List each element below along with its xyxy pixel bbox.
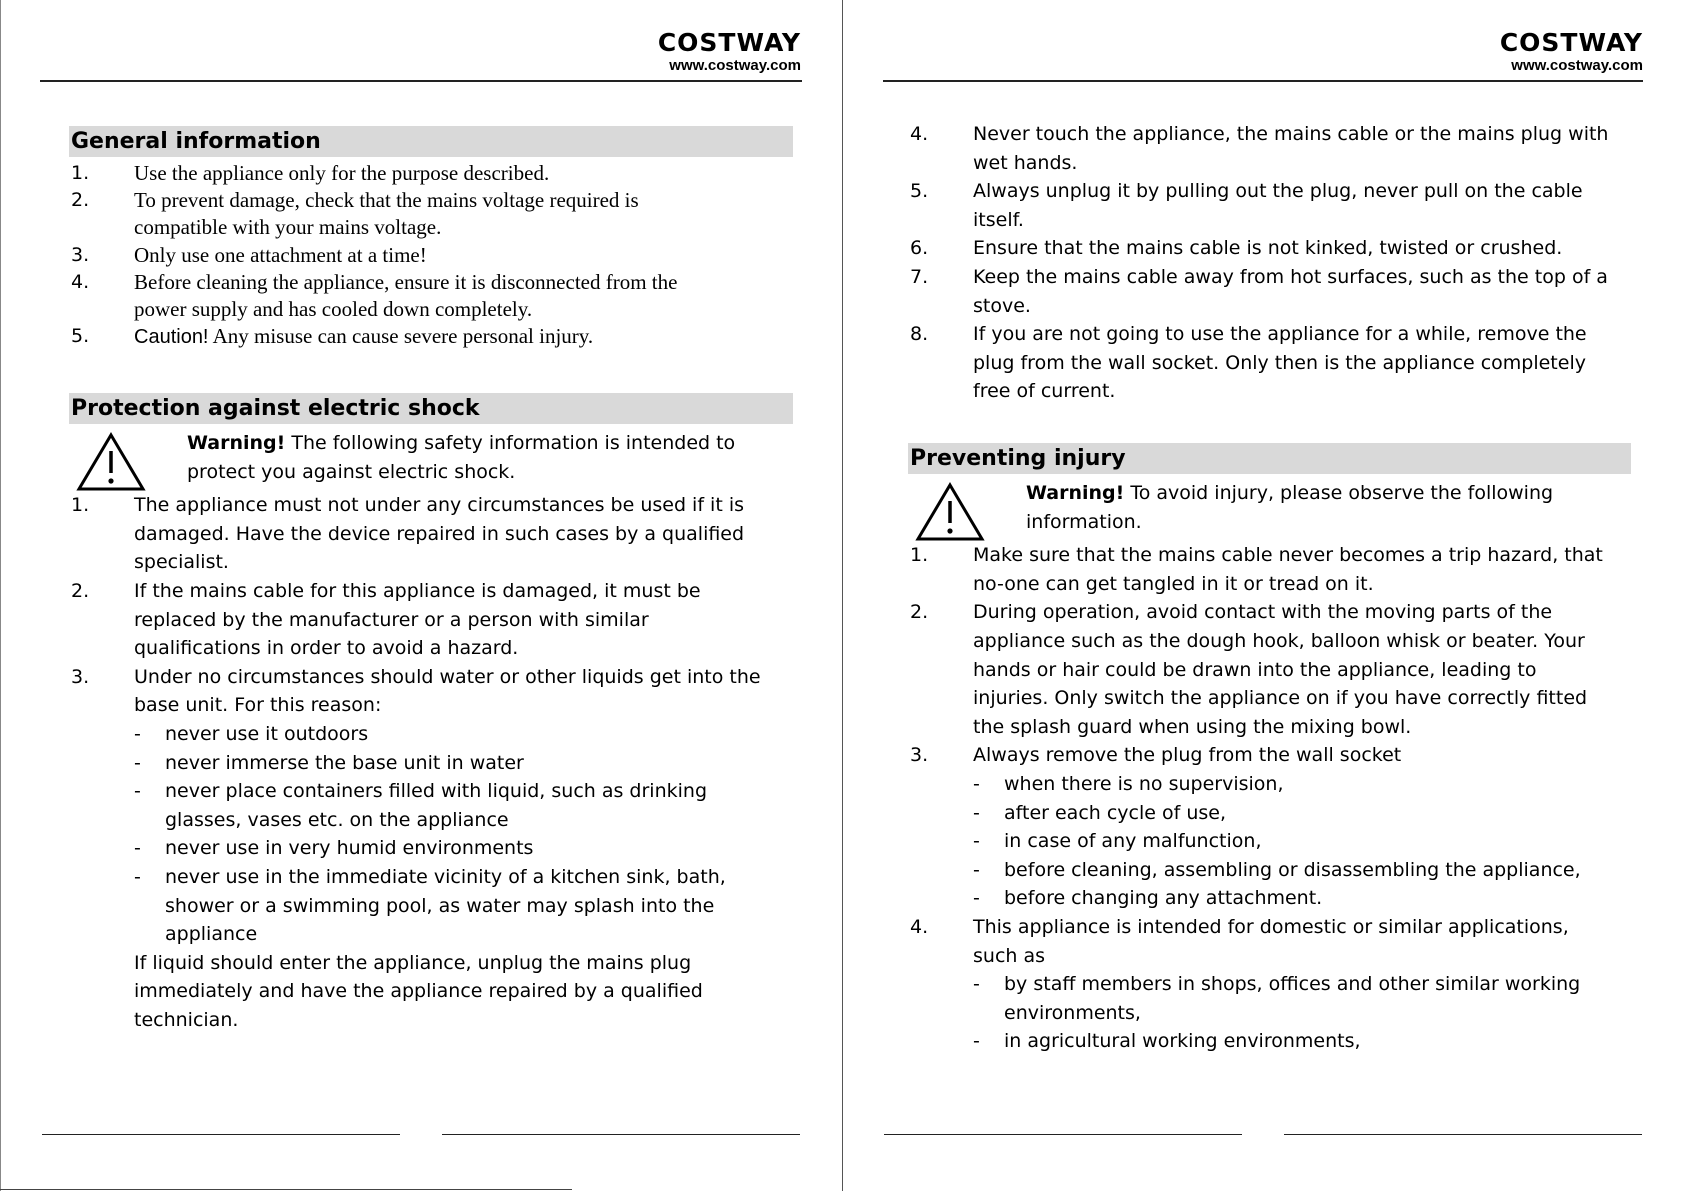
warning-note: Warning! To avoid injury, please observe the following information.: [910, 479, 1650, 536]
footer-rule-left: [42, 1134, 400, 1135]
sub-list-item: - in agricultural working environments,: [973, 1030, 1361, 1053]
shock-section: [71, 429, 811, 1034]
list-item: 5. Always unplug it by pulling out the plug, never pull on the cable itself.: [910, 180, 1583, 231]
sub-list-item: - never use in the immediate vicinity of a kitchen sink, bath, shower or a swimming pool, as water may splash into the appliance: [134, 865, 726, 946]
warning-label: Warning!: [1026, 482, 1125, 504]
sub-list-item: - before cleaning, assembling or disassembling the appliance,: [973, 858, 1581, 881]
footer-rule-right: [1284, 1134, 1642, 1135]
warning-label: Warning!: [187, 432, 286, 454]
injury-section: [910, 479, 1650, 1056]
list-item: 3. Under no circumstances should water or other liquids get into the base unit. For this reason:: [71, 665, 761, 717]
brand-header: [658, 30, 801, 73]
list-item: 1. The appliance must not under any circumstances be used if it is damaged. Have the device repaired in such cases by a qualified specialist.: [71, 494, 745, 574]
footer-rule-left: [884, 1134, 1242, 1135]
list-item: 2. During operation, avoid contact with the moving parts of the appliance such as the dough hook, balloon whisk or beater. Your hands or hair could be drawn into the appliance, leading to injuries. Only switch the appliance on if you have correctly fitted the splash guard when using the mixing bowl.: [910, 601, 1588, 738]
header-rule: [40, 80, 802, 82]
list-item: 7. Keep the mains cable away from hot surfaces, such as the top of a stove.: [910, 265, 1608, 317]
general-list: [71, 160, 811, 351]
brand-url: www.costway.com: [1511, 57, 1643, 74]
sub-list-item: - never use it outdoors: [134, 722, 369, 745]
header-rule: [883, 80, 1643, 82]
warning-triangle-icon: [914, 481, 986, 543]
right-page: [843, 0, 1683, 1191]
sub-list-item: - when there is no supervision,: [973, 772, 1284, 795]
list-item: 4. Before cleaning the appliance, ensure it is disconnected from the power supply and has cooled down completely.: [71, 269, 678, 322]
list-item: 6. Ensure that the mains cable is not kinked, twisted or crushed.: [910, 237, 1563, 260]
list-item: 2. If the mains cable for this appliance is damaged, it must be replaced by the manufacturer or a person with similar qualifications in order to avoid a hazard.: [71, 579, 701, 660]
brand-logo: COSTWAY: [1499, 28, 1643, 57]
sub-list-item: - never place containers filled with liquid, such as drinking glasses, vases etc. on the appliance: [134, 780, 708, 831]
list-item: 1. Make sure that the mains cable never becomes a trip hazard, that no-one can get tangled in it or tread on it.: [910, 544, 1603, 595]
sub-list-item: - in case of any malfunction,: [973, 830, 1262, 853]
sub-list-item: - never immerse the base unit in water: [134, 751, 524, 774]
sub-list-item: - before changing any attachment.: [973, 887, 1323, 910]
sub-list-item: - never use in very humid environments: [134, 837, 534, 860]
closing-paragraph: If liquid should enter the appliance, unplug the mains plug immediately and have the appliance repaired by a qualified technician.: [134, 951, 703, 1031]
list-item: 4. This appliance is intended for domestic or similar applications, such as: [910, 915, 1569, 967]
list-item: 3. Only use one attachment at a time!: [71, 242, 427, 267]
brand-logo: COSTWAY: [657, 28, 801, 57]
list-item: 5. Caution! Any misuse can cause severe personal injury.: [71, 324, 594, 349]
sub-list-item: - after each cycle of use,: [973, 801, 1227, 824]
caution-label: Caution!: [134, 326, 209, 349]
list-item: 3. Always remove the plug from the wall socket: [910, 744, 1402, 767]
section-heading-shock: Protection against electric shock: [69, 393, 793, 424]
list-item: 8. If you are not going to use the appliance for a while, remove the plug from the wall socket. Only then is the appliance completely free of current.: [910, 323, 1587, 403]
brand-header: [1500, 30, 1643, 73]
list-item: 1. Use the appliance only for the purpose described.: [71, 161, 550, 185]
section-heading-general: General information: [69, 126, 793, 157]
footer-rule-right: [442, 1134, 800, 1135]
brand-url: www.costway.com: [669, 57, 801, 74]
list-item: 2. To prevent damage, check that the mains voltage required is compatible with your mains voltage.: [71, 188, 639, 240]
section-heading-injury: Preventing injury: [908, 443, 1631, 474]
sub-list-item: - by staff members in shops, offices and other similar working environments,: [973, 973, 1581, 1024]
warning-triangle-icon: [75, 431, 147, 493]
continued-list: [910, 120, 1650, 406]
list-item: 4. Never touch the appliance, the mains cable or the mains plug with wet hands.: [910, 123, 1609, 174]
warning-note: Warning! The following safety information is intended to protect you against electric shock.: [71, 429, 811, 486]
